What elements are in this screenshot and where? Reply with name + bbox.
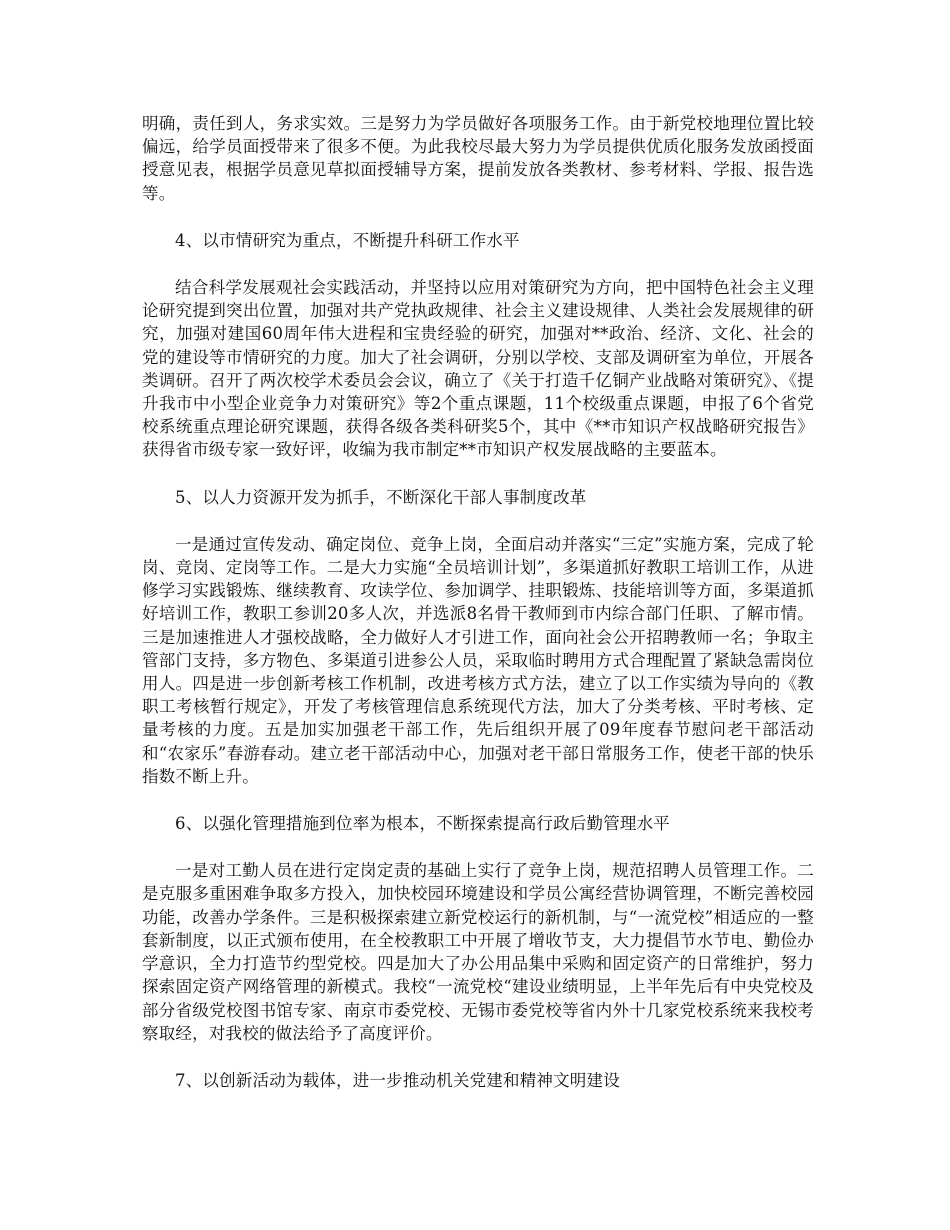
- section-heading-4: 4、以市情研究为重点，不断提升科研工作水平: [175, 230, 520, 250]
- section-heading-6: 6、以强化管理措施到位率为根本，不断探索提高行政后勤管理水平: [175, 814, 670, 834]
- paragraph-research: 结合科学发展观社会实践活动，并坚持以应用对策研究为方向，把中国特色社会主义理论研究提到突出位置，加强对共产党执政规律、社会主义建设规律、人类社会发展规律的研究，加强对建国60周年伟大进程和宝贵经验的研究，加强对**政治、经济、文化、社会的党的建设等市情研究的力度。加大了社会调研，分别以学校、支部及调研室为单位，开展各类调研。召开了两次校学术委员会会议，确立了《关于打造千亿铜产业战略对策研究》、《提升我市中小型企业竞争力对策研究》等2个重点课题，11个校级重点课题，申报了6个省党校系统重点理论研究课题，获得各级各类科研奖5个，其中《**市知识产权战略研究报告》获得省市级专家一致好评，收编为我市制定**市知识产权发展战略的主要蓝本。: [142, 278, 814, 460]
- paragraph-service-work: 明确，责任到人，务求实效。三是努力为学员做好各项服务工作。由于新党校地理位置比较偏远，给学员面授带来了很多不便。为此我校尽最大努力为学员提供优质化服务发放函授面授意见表，根据学员意见草拟面授辅导方案，提前发放各类教材、参考材料、学报、报告选等。: [142, 114, 814, 203]
- paragraph-administration: 一是对工勤人员在进行定岗定责的基础上实行了竞争上岗，规范招聘人员管理工作。二是克服多重困难争取多方投入，加快校园环境建设和学员公寓经营协调管理，不断完善校园功能，改善办学条件。三是积极探索建立新党校运行的新机制，与“一流党校”相适应的一整套新制度，以正式颁布使用，在全校教职工中开展了增收节支，大力提倡节水节电、勤俭办学意识，全力打造节约型党校。四是加大了办公用品集中采购和固定资产的日常维护，努力探索固定资产网络管理的新模式。我校“一流党校“建设业绩明显，上半年先后有中央党校及部分省级党校图书馆专家、南京市委党校、无锡市委党校等省内外十几家党校系统来我校考察取经，对我校的做法给予了高度评价。: [142, 861, 814, 1043]
- document-body: [142, 112, 814, 1116]
- paragraph-personnel: 一是通过宣传发动、确定岗位、竞争上岗，全面启动并落实“三定”实施方案，完成了轮岗、竞岗、定岗等工作。二是大力实施“全员培训计划”，多渠道抓好教职工培训工作，从进修学习实践锻炼、继续教育、攻读学位、参加调学、挂职锻炼、技能培训等方面，多渠道抓好培训工作，教职工参训20多人次，并选派8名骨干教师到市内综合部门任职、了解市情。三是加速推进人才强校战略，全力做好人才引进工作，面向社会公开招聘教师一名；争取主管部门支持，多方物色、多渠道引进参公人员，采取临时聘用方式合理配置了紧缺急需岗位用人。四是进一步创新考核工作机制，改进考核方式方法，建立了以工作实绩为导向的《教职工考核暂行规定》，开发了考核管理信息系统现代方法，加大了分类考核、平时考核、定量考核的力度。五是加实加强老干部工作，先后组织开展了09年度春节慰问老干部活动和“农家乐”春游春动。建立老干部活动中心，加强对老干部日常服务工作，使老干部的快乐指数不断上升。: [142, 534, 814, 786]
- section-heading-7: 7、以创新活动为载体，进一步推动机关党建和精神文明建设: [175, 1070, 620, 1090]
- section-heading-5: 5、以人力资源开发为抓手，不断深化干部人事制度改革: [175, 487, 587, 507]
